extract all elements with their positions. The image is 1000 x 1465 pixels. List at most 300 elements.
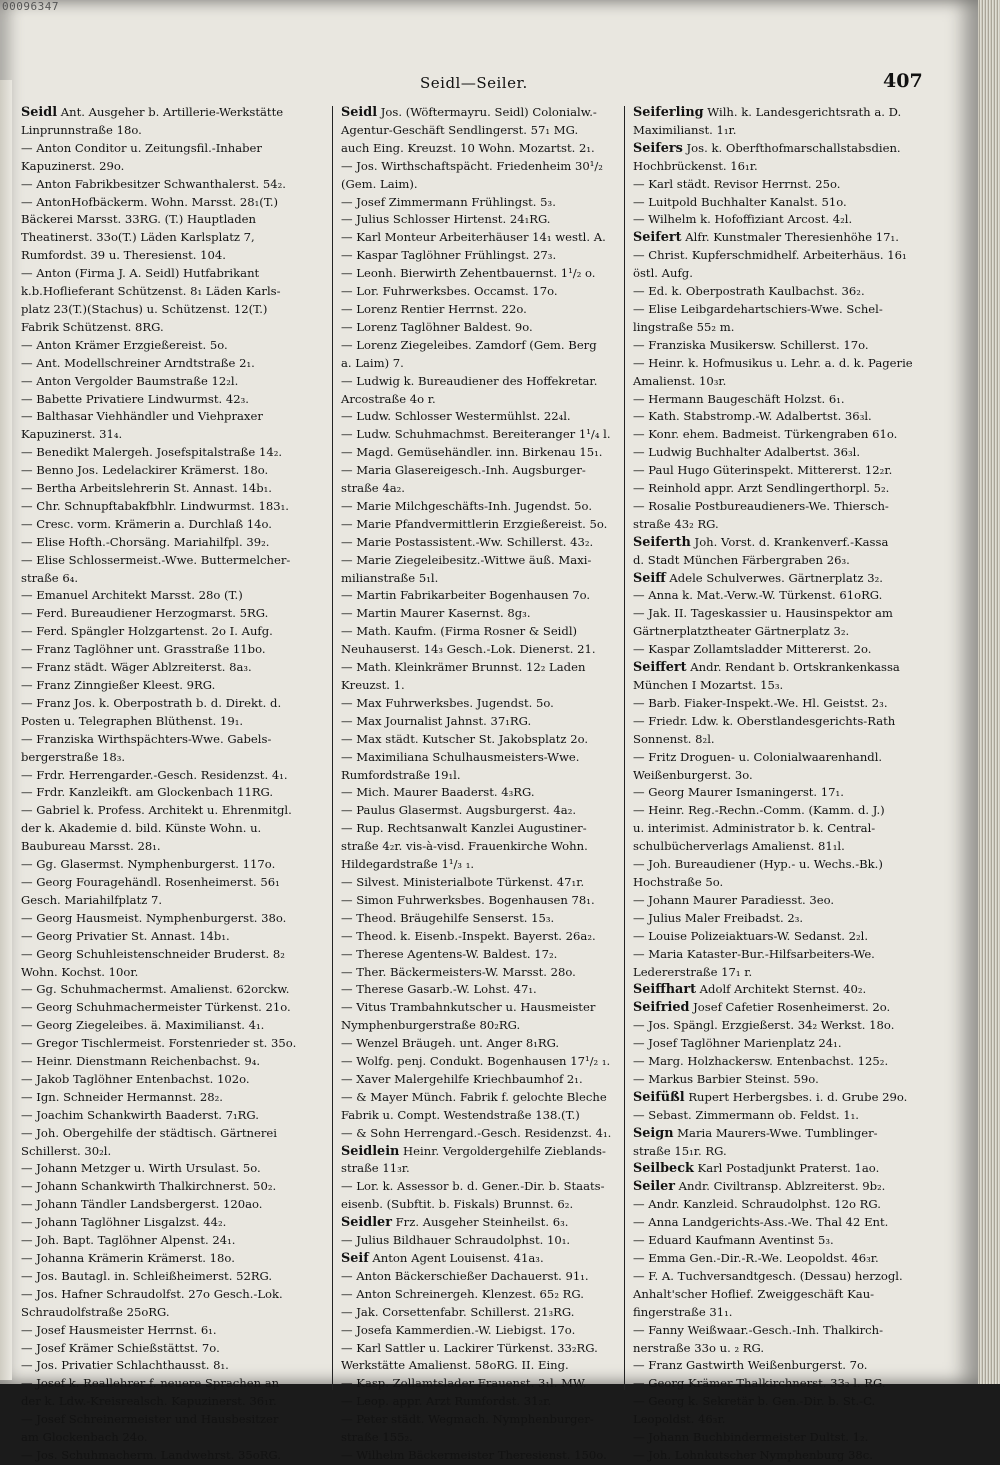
entry-text: — Gabriel k. Profess. Architekt u. Ehrenmitgl. xyxy=(21,803,292,818)
directory-entry xyxy=(341,784,616,802)
entry-text: — Ther. Bäckermeisters-W. Marsst. 28o. xyxy=(341,964,576,979)
entry-text: — Bertha Arbeitslehrerin St. Annast. 14b₁. xyxy=(21,481,272,496)
entry-text: der k. Akademie d. bild. Künste Wohn. u. xyxy=(21,821,262,836)
directory-entry xyxy=(341,928,616,946)
entry-text: — Ludwig Buchhalter Adalbertst. 36₃l. xyxy=(633,445,861,460)
entry-text: Rupert Herbergsbes. i. d. Grube 29o. xyxy=(684,1089,908,1104)
entry-text: — Hermann Baugeschäft Holzst. 6₁. xyxy=(633,391,845,406)
directory-entry xyxy=(341,1232,616,1250)
entry-text: — AntonHofbäckerm. Wohn. Marsst. 28₁(T.) xyxy=(21,194,279,209)
directory-entry xyxy=(21,211,296,229)
entry-text: — Ferd. Spängler Holzgartenst. 2o I. Aufg. xyxy=(21,624,273,639)
entry-text: — Jos. Privatier Schlachthausst. 8₁. xyxy=(21,1358,229,1373)
surname-heading: Seifers xyxy=(633,140,683,156)
entry-text: Wilh. k. Landesgerichtsrath a. D. xyxy=(703,105,902,119)
directory-entry xyxy=(21,498,296,516)
directory-entry xyxy=(21,784,296,802)
directory-entry xyxy=(633,1160,908,1178)
directory-entry xyxy=(633,1143,908,1161)
entry-text: — Wolfg. penj. Condukt. Bogenhausen 17¹/₂ ₁. xyxy=(341,1054,611,1069)
directory-entry xyxy=(633,623,908,641)
directory-entry xyxy=(341,1089,616,1107)
entry-text: — Anton Bäckerschießer Dachauerst. 91₁. xyxy=(341,1268,589,1283)
entry-text: — Kasp. Zollamtslader Frauenst. 3₁l. MW. xyxy=(341,1376,587,1391)
directory-entry xyxy=(341,301,616,319)
directory-entry xyxy=(341,534,616,552)
entry-text: — Georg Ziegeleibes. ä. Maximilianst. 4₁. xyxy=(21,1018,265,1033)
entry-text: — Martin Maurer Kasernst. 8g₃. xyxy=(341,606,531,621)
entry-text: Werkstätte Amalienst. 58oRG. II. Eing. xyxy=(341,1358,569,1373)
entry-text: platz 23(T.)(Stachus) u. Schützenst. 12(T.) xyxy=(21,301,268,316)
entry-text: — Jos. Hafner Schraudolfst. 27o Gesch.-Lok. xyxy=(21,1286,283,1301)
directory-entry xyxy=(341,946,616,964)
directory-entry xyxy=(341,1178,616,1196)
directory-entry xyxy=(633,767,908,785)
entry-text: straße 6₄. xyxy=(21,570,79,585)
entry-text: — Heinr. Reg.-Rechn.-Comm. (Kamm. d. J.) xyxy=(633,803,885,818)
directory-entry xyxy=(341,373,616,391)
directory-entry xyxy=(21,874,296,892)
entry-text: — Balthasar Viehhändler und Viehpraxer xyxy=(21,409,263,424)
directory-entry xyxy=(341,695,616,713)
directory-entry xyxy=(21,552,296,570)
entry-text: (Gem. Laim). xyxy=(341,176,418,191)
entry-text: straße 4a₂. xyxy=(341,481,405,496)
directory-entry xyxy=(633,1071,908,1089)
entry-text: — Jak. Corsettenfabr. Schillerst. 21₃RG. xyxy=(341,1304,575,1319)
entry-text: Josef Cafetier Rosenheimerst. 2o. xyxy=(689,1000,891,1015)
entry-text: Rumfordst. 39 u. Theresienst. 104. xyxy=(21,248,226,263)
entry-text: — Therese Agentens-W. Baldest. 17₂. xyxy=(341,946,558,961)
directory-entry xyxy=(341,605,616,623)
entry-text: — Maximiliana Schulhausmeisters-Wwe. xyxy=(341,749,580,764)
directory-entry xyxy=(341,498,616,516)
directory-entry xyxy=(633,1322,908,1340)
entry-text: — Lorenz Taglöhner Baldest. 9o. xyxy=(341,319,533,334)
entry-text: — Barb. Fiaker-Inspekt.-We. Hl. Geistst. 2₃. xyxy=(633,695,888,710)
directory-entry xyxy=(341,1429,616,1447)
directory-entry xyxy=(21,104,296,122)
entry-text: — Ign. Schneider Hermannst. 28₂. xyxy=(21,1089,223,1104)
entry-text: Alfr. Kunstmaler Theresienhöhe 17₁. xyxy=(681,230,899,245)
entry-text: — Max Journalist Jahnst. 37₁RG. xyxy=(341,713,532,728)
surname-heading: Seidlein xyxy=(341,1143,400,1159)
directory-entry xyxy=(21,122,296,140)
surname-heading: Seifried xyxy=(633,1000,690,1016)
entry-text: — Anton Fabrikbesitzer Schwanthalerst. 54₂. xyxy=(21,176,286,191)
entry-text: — Elise Leibgardehartschiers-Wwe. Schel- xyxy=(633,301,883,316)
directory-entry xyxy=(633,1340,908,1358)
directory-entry xyxy=(341,355,616,373)
directory-entry xyxy=(21,1196,296,1214)
directory-entry xyxy=(341,623,616,641)
directory-entry xyxy=(341,1017,616,1035)
directory-entry xyxy=(341,1304,616,1322)
directory-entry xyxy=(341,731,616,749)
directory-entry xyxy=(341,677,616,695)
directory-entry xyxy=(341,265,616,283)
directory-entry xyxy=(341,964,616,982)
entry-text: Hildegardstraße 1¹/₃ ₁. xyxy=(341,857,475,872)
directory-entry xyxy=(21,623,296,641)
directory-entry xyxy=(341,1250,616,1268)
entry-text: — Lorenz Ziegeleibes. Zamdorf (Gem. Berg xyxy=(341,337,597,352)
directory-entry xyxy=(21,194,296,212)
directory-entry xyxy=(341,426,616,444)
entry-text: — Andr. Kanzleid. Schraudolphst. 12o RG. xyxy=(633,1197,881,1212)
directory-entry xyxy=(633,695,908,713)
entry-text: östl. Aufg. xyxy=(633,266,693,281)
entry-text: a. Laim) 7. xyxy=(341,355,404,370)
directory-entry xyxy=(21,1017,296,1035)
entry-text: schulbücherverlags Amalienst. 81₁l. xyxy=(633,839,845,854)
directory-entry xyxy=(341,1393,616,1411)
entry-text: — Silvest. Ministerialbote Türkenst. 47₁r. xyxy=(341,874,585,889)
entry-text: Gärtnerplatztheater Gärtnerplatz 3₂. xyxy=(633,624,850,639)
entry-text: — Josef Schreinermeister und Hausbesitzer xyxy=(21,1412,279,1427)
directory-entry xyxy=(633,981,908,999)
directory-entry xyxy=(21,247,296,265)
entry-text: — Maria Glasereigesch.-Inh. Augsburger- xyxy=(341,463,586,478)
directory-entry xyxy=(633,140,908,158)
directory-entry xyxy=(21,355,296,373)
directory-entry xyxy=(341,1053,616,1071)
entry-text: — Wilhelm Bäckermeister Theresienst. 150o. xyxy=(341,1447,607,1462)
entry-text: Agentur-Geschäft Sendlingerst. 57₁ MG. xyxy=(341,122,579,137)
directory-entry xyxy=(633,462,908,480)
entry-text: Joh. Vorst. d. Krankenverf.-Kassa xyxy=(690,534,889,549)
directory-entry xyxy=(341,659,616,677)
entry-text: k.b.Hoflieferant Schützenst. 8₁ Läden Karls- xyxy=(21,284,281,299)
directory-entry xyxy=(21,1268,296,1286)
directory-entry xyxy=(633,928,908,946)
entry-text: — Eduard Kaufmann Aventinst 5₃. xyxy=(633,1233,834,1248)
entry-text: — Elise Hofth.-Chorsäng. Mariahilfpl. 39₂. xyxy=(21,534,270,549)
entry-text: — Martin Fabrikarbeiter Bogenhausen 7o. xyxy=(341,588,591,603)
entry-text: — Louise Polizeiaktuars-W. Sedanst. 2₂l. xyxy=(633,928,869,943)
entry-text: — Georg Hausmeist. Nymphenburgerst. 38o. xyxy=(21,910,287,925)
entry-text: — Anton Schreinergeh. Klenzest. 65₂ RG. xyxy=(341,1286,584,1301)
directory-entry xyxy=(633,1017,908,1035)
entry-text: nerstraße 33o u. ₂ RG. xyxy=(633,1340,765,1355)
directory-entry xyxy=(341,874,616,892)
entry-text: — Therese Gasarb.-W. Lohst. 47₁. xyxy=(341,982,537,997)
entry-text: Amalienst. 10₃r. xyxy=(633,373,727,388)
entry-text: Jos. k. Oberfthofmarschallstabsdien. xyxy=(682,140,901,155)
entry-text: bergerstraße 18₃. xyxy=(21,749,126,764)
directory-entry xyxy=(341,1340,616,1358)
entry-text: Ant. Ausgeher b. Artillerie-Werkstätte xyxy=(57,105,284,119)
directory-entry xyxy=(341,856,616,874)
directory-entry xyxy=(633,1232,908,1250)
entry-text: — Heinr. Dienstmann Reichenbachst. 9₄. xyxy=(21,1054,261,1069)
entry-text: — Leonh. Bierwirth Zehentbauernst. 1¹/₂ o. xyxy=(341,266,596,281)
directory-entry xyxy=(633,534,908,552)
directory-entry xyxy=(633,570,908,588)
directory-entry xyxy=(341,981,616,999)
directory-entry xyxy=(633,749,908,767)
directory-entry xyxy=(21,605,296,623)
entry-text: Rumfordstraße 19₁l. xyxy=(341,767,461,782)
entry-text: Hochstraße 5o. xyxy=(633,874,724,889)
directory-entry xyxy=(633,1286,908,1304)
directory-entry xyxy=(633,1125,908,1143)
entry-text: — Georg Schuhleistenschneider Bruderst. 8₂ xyxy=(21,946,285,961)
entry-text: — Babette Privatiere Lindwurmst. 42₃. xyxy=(21,391,249,406)
directory-entry xyxy=(633,1035,908,1053)
directory-entry xyxy=(633,784,908,802)
directory-entry xyxy=(21,1053,296,1071)
entry-text: — Leop. appr. Arzt Rumfordst. 31₂r. xyxy=(341,1394,552,1409)
entry-text: — Joh. Bureaudiener (Hyp.- u. Wechs.-Bk.) xyxy=(633,857,883,872)
entry-text: — Kaspar Zollamtsladder Mittererst. 2o. xyxy=(633,642,872,657)
entry-text: — Rup. Rechtsanwalt Kanzlei Augustiner- xyxy=(341,821,587,836)
directory-entry xyxy=(633,1411,908,1429)
entry-text: Heinr. Vergoldergehilfe Zieblands- xyxy=(399,1143,606,1158)
directory-entry xyxy=(21,516,296,534)
directory-entry xyxy=(341,283,616,301)
entry-text: — Magd. Gemüsehändler. inn. Birkenau 15₁. xyxy=(341,445,603,460)
directory-entry xyxy=(341,1160,616,1178)
surname-heading: Seiler xyxy=(633,1179,675,1195)
directory-entry xyxy=(21,1447,296,1465)
directory-entry xyxy=(633,910,908,928)
surname-heading: Seiferling xyxy=(633,105,704,120)
directory-entry xyxy=(21,462,296,480)
directory-entry xyxy=(341,408,616,426)
entry-text: — Kaspar Taglöhner Frühlingst. 27₃. xyxy=(341,248,557,263)
directory-entry xyxy=(21,802,296,820)
binding-gutter xyxy=(0,80,12,1380)
directory-entry xyxy=(21,1357,296,1375)
surname-heading: Seiff xyxy=(633,570,666,586)
entry-text: Maria Maurers-Wwe. Tumblinger- xyxy=(673,1125,878,1140)
entry-text: — Anton Krämer Erzgießereist. 5o. xyxy=(21,337,228,352)
directory-entry xyxy=(21,928,296,946)
entry-text: Bäckerei Marsst. 33RG. (T.) Hauptladen xyxy=(21,212,256,227)
directory-column-middle xyxy=(341,104,616,1465)
directory-entry xyxy=(633,1304,908,1322)
entry-text: fingerstraße 31₁. xyxy=(633,1304,733,1319)
entry-text: Jos. (Wöftermayru. Seidl) Colonialw.- xyxy=(377,105,597,119)
running-head: Seidl—Seiler. xyxy=(420,74,528,92)
entry-text: — Georg Maurer Ismaningerst. 17₁. xyxy=(633,785,844,800)
entry-text: Kapuzinerst. 29o. xyxy=(21,158,125,173)
directory-entry xyxy=(633,373,908,391)
directory-entry xyxy=(21,749,296,767)
directory-entry xyxy=(21,301,296,319)
directory-entry xyxy=(633,211,908,229)
entry-text: — Markus Barbier Steinst. 59o. xyxy=(633,1071,819,1086)
entry-text: — Julius Maler Freibadst. 2₃. xyxy=(633,910,804,925)
entry-text: — Anton Vergolder Baumstraße 12₂l. xyxy=(21,373,239,388)
directory-entry xyxy=(633,265,908,283)
entry-text: — Franz Jos. k. Oberpostrath b. d. Direkt. d. xyxy=(21,695,282,710)
directory-entry xyxy=(341,1447,616,1465)
surname-heading: Seign xyxy=(633,1125,674,1141)
directory-entry xyxy=(633,1196,908,1214)
entry-text: — Gg. Glasermst. Nymphenburgerst. 117o. xyxy=(21,857,276,872)
entry-text: — Ludwig k. Bureaudiener des Hoffekretar. xyxy=(341,373,598,388)
directory-entry xyxy=(633,856,908,874)
surname-heading: Seiferth xyxy=(633,534,691,550)
entry-text: am Glockenbach 24o. xyxy=(21,1430,148,1445)
surname-heading: Seif xyxy=(341,1251,369,1266)
entry-text: — Johanna Krämerin Krämerst. 18o. xyxy=(21,1251,235,1265)
directory-entry xyxy=(633,122,908,140)
entry-text: Anton Agent Louisenst. 41a₃. xyxy=(368,1251,544,1265)
directory-entry xyxy=(633,713,908,731)
directory-entry xyxy=(633,641,908,659)
directory-entry xyxy=(21,731,296,749)
entry-text: Neuhauserst. 14₃ Gesch.-Lok. Dienerst. 21. xyxy=(341,642,596,657)
directory-entry xyxy=(21,391,296,409)
directory-entry xyxy=(341,319,616,337)
directory-entry xyxy=(633,552,908,570)
directory-entry xyxy=(633,1447,908,1465)
entry-text: straße 15₁r. RG. xyxy=(633,1143,727,1158)
entry-text: — Rosalie Postbureaudieners-We. Thiersch- xyxy=(633,498,889,513)
entry-text: — Josef k. Reallehrer f. neuere Sprachen an xyxy=(21,1376,280,1391)
directory-entry xyxy=(21,946,296,964)
directory-entry xyxy=(21,408,296,426)
entry-text: — Marg. Holzhackersw. Entenbachst. 125₂. xyxy=(633,1054,889,1069)
entry-text: — Theod. Bräugehilfe Senserst. 15₃. xyxy=(341,910,555,925)
entry-text: — Wenzel Bräugeh. unt. Anger 8₁RG. xyxy=(341,1036,560,1051)
directory-entry xyxy=(21,1304,296,1322)
directory-entry xyxy=(21,999,296,1017)
directory-entry xyxy=(633,391,908,409)
directory-entry xyxy=(21,677,296,695)
entry-text: Posten u. Telegraphen Blüthenst. 19₁. xyxy=(21,713,244,728)
directory-entry xyxy=(341,587,616,605)
entry-text: — Peter städt. Wegmach. Nymphenburger- xyxy=(341,1412,594,1427)
directory-entry xyxy=(633,838,908,856)
entry-text: — Fritz Droguen- u. Colonialwaarenhandl. xyxy=(633,749,883,764)
directory-entry xyxy=(633,355,913,373)
entry-text: — Georg Krämer Thalkirchnerst. 33₂ l. RG. xyxy=(633,1376,886,1391)
directory-entry xyxy=(21,1286,296,1304)
entry-text: — Benno Jos. Ledelackirer Krämerst. 18o. xyxy=(21,463,269,478)
directory-entry xyxy=(21,820,296,838)
entry-text: — Franz städt. Wäger Ablzreiterst. 8a₃. xyxy=(21,660,252,675)
directory-entry xyxy=(341,1322,616,1340)
directory-entry xyxy=(341,247,616,265)
entry-text: — Cresc. vorm. Krämerin a. Durchlaß 14o. xyxy=(21,516,272,531)
entry-text: — Xaver Malergehilfe Kriechbaumhof 2₁. xyxy=(341,1071,583,1086)
directory-entry xyxy=(21,444,296,462)
entry-text: Schillerst. 30₂l. xyxy=(21,1143,112,1158)
entry-text: Andr. Civiltransp. Ablzreiterst. 9b₂. xyxy=(675,1179,886,1194)
entry-text: Fabrik u. Compt. Westendstraße 138.(T.) xyxy=(341,1107,580,1122)
surname-heading: Seiffert xyxy=(633,660,687,676)
entry-text: — Chr. Schnupftabakfbhlr. Lindwurmst. 183₁. xyxy=(21,498,289,513)
directory-entry xyxy=(21,1322,296,1340)
directory-entry xyxy=(633,999,908,1017)
directory-entry xyxy=(341,1214,616,1232)
directory-entry xyxy=(21,337,296,355)
directory-entry xyxy=(21,283,296,301)
entry-text: — Marie Milchgeschäfts-Inh. Jugendst. 5o. xyxy=(341,498,593,513)
directory-entry xyxy=(341,1286,616,1304)
entry-text: — Johann Metzger u. Wirth Ursulast. 5o. xyxy=(21,1161,261,1176)
entry-text: — Joh. Obergehilfe der städtisch. Gärtnerei xyxy=(21,1125,277,1140)
directory-entry xyxy=(21,158,296,176)
entry-text: — Josef Hausmeister Herrnst. 6₁. xyxy=(21,1322,217,1337)
directory-entry xyxy=(21,1375,296,1393)
entry-text: — Vitus Trambahnkutscher u. Hausmeister xyxy=(341,1000,596,1015)
directory-entry xyxy=(21,1411,296,1429)
entry-text: — Josef Taglöhner Marienplatz 24₁. xyxy=(633,1036,842,1051)
directory-entry xyxy=(633,176,908,194)
entry-text: eisenb. (Subftit. b. Fiskals) Brunnst. 6₂. xyxy=(341,1197,574,1212)
entry-text: — Simon Fuhrwerksbes. Bogenhausen 78₁. xyxy=(341,892,595,907)
directory-entry xyxy=(341,1196,616,1214)
entry-text: — Benedikt Malergeh. Josefspitalstraße 14₂. xyxy=(21,445,283,460)
entry-text: — Karl städt. Revisor Herrnst. 25o. xyxy=(633,176,841,191)
entry-text: — Sebast. Zimmermann ob. Feldst. 1₁. xyxy=(633,1107,859,1122)
entry-text: — Anna k. Mat.-Verw.-W. Türkenst. 61oRG. xyxy=(633,588,883,603)
archive-stamp: 00096347 xyxy=(2,0,59,13)
directory-entry xyxy=(341,391,616,409)
directory-entry xyxy=(21,534,296,552)
directory-entry xyxy=(21,1232,296,1250)
entry-text: — & Sohn Herrengard.-Gesch. Residenzst. 4₁. xyxy=(341,1125,612,1140)
directory-entry xyxy=(633,444,908,462)
entry-text: — Georg Fouragehändl. Rosenheimerst. 56₁ xyxy=(21,874,280,889)
directory-entry xyxy=(341,211,616,229)
entry-text: — Franz Gastwirth Weißenburgerst. 7o. xyxy=(633,1358,868,1373)
entry-text: — Anna Landgerichts-Ass.-We. Thal 42 Ent. xyxy=(633,1215,889,1230)
entry-text: Arcostraße 4o r. xyxy=(341,391,436,406)
entry-text: — Josef Krämer Schießstättst. 7o. xyxy=(21,1340,220,1355)
entry-text: — Jos. Schuhmacherm. Landwehrst. 35oRG. xyxy=(21,1447,281,1462)
directory-entry xyxy=(633,158,908,176)
entry-text: — Julius Bildhauer Schraudolphst. 10₁. xyxy=(341,1233,571,1248)
surname-heading: Seilbeck xyxy=(633,1161,694,1177)
directory-entry xyxy=(633,498,908,516)
entry-text: Karl Postadjunkt Praterst. 1ao. xyxy=(693,1161,880,1176)
entry-text: straße 11₃r. xyxy=(341,1161,410,1176)
directory-entry xyxy=(341,194,616,212)
entry-text: — Johann Buchbindermeister Dultst. 1₂. xyxy=(633,1430,869,1445)
directory-entry xyxy=(21,570,296,588)
directory-entry xyxy=(633,1214,908,1232)
directory-entry xyxy=(341,1071,616,1089)
directory-entry xyxy=(633,104,908,122)
entry-text: — Max städt. Kutscher St. Jakobsplatz 2o. xyxy=(341,731,589,746)
directory-entry xyxy=(341,802,616,820)
directory-entry xyxy=(341,444,616,462)
directory-entry xyxy=(633,426,908,444)
entry-text: — Jakob Taglöhner Entenbachst. 102o. xyxy=(21,1071,250,1086)
entry-text: — Paul Hugo Güterinspekt. Mittererst. 12₂r. xyxy=(633,463,893,478)
entry-text: — Joachim Schankwirth Baaderst. 7₁RG. xyxy=(21,1107,259,1122)
directory-entry xyxy=(633,1375,908,1393)
entry-text: — Luitpold Buchhalter Kanalst. 51o. xyxy=(633,194,847,209)
entry-text: Andr. Rendant b. Ortskrankenkassa xyxy=(686,660,900,675)
entry-text: — Emanuel Architekt Marsst. 28o (T.) xyxy=(21,588,243,603)
directory-entry xyxy=(21,856,296,874)
directory-entry xyxy=(633,319,908,337)
directory-entry xyxy=(341,910,616,928)
entry-text: Theatinerst. 33o(T.) Läden Karlsplatz 7, xyxy=(21,230,255,245)
entry-text: Baubureau Marsst. 28₁. xyxy=(21,839,161,854)
directory-entry xyxy=(633,229,908,247)
entry-text: — Gg. Schuhmachermst. Amalienst. 62orckw. xyxy=(21,982,290,997)
entry-text: — Jak. II. Tageskassier u. Hausinspektor am xyxy=(633,606,893,621)
directory-entry xyxy=(21,695,296,713)
